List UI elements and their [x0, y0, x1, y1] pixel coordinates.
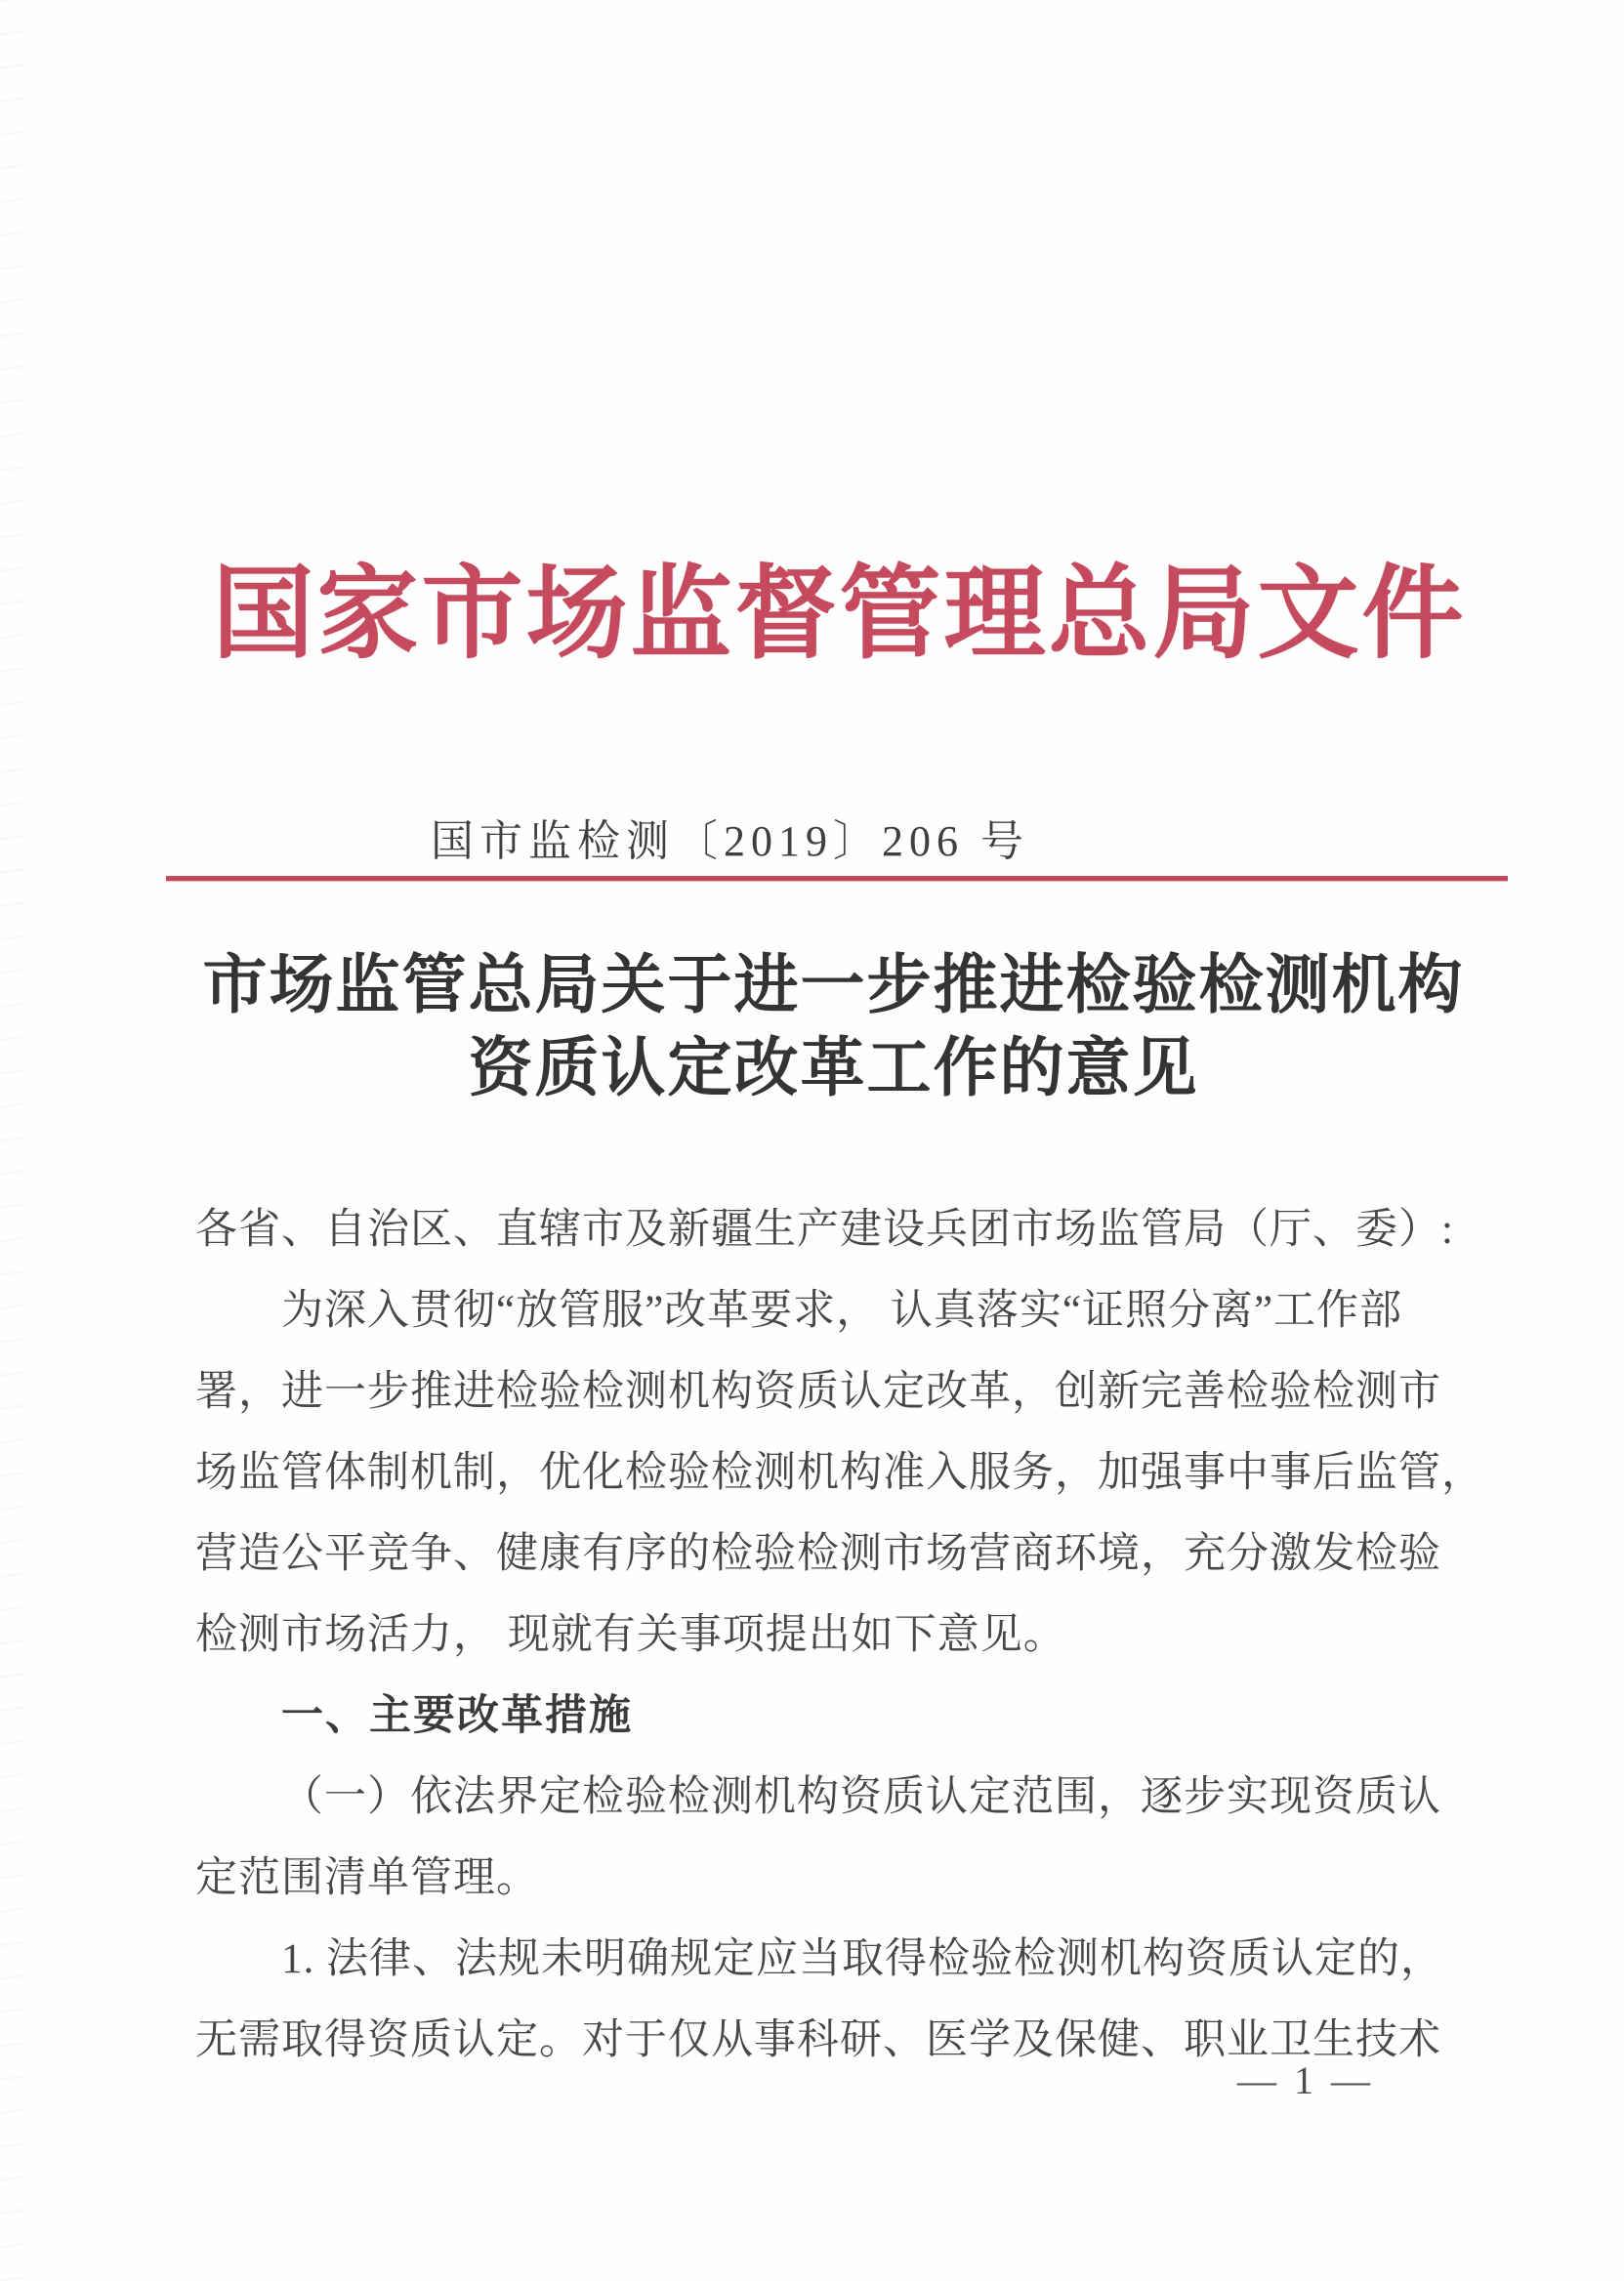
scan-edge-noise [0, 0, 25, 2281]
body-line: 场监管体制机制，优化检验检测机构准入服务，加强事中事后监管， [195, 1450, 1484, 1496]
letterhead-title: 国家市场监督管理总局文件 [212, 559, 1467, 671]
body-line: 署，进一步推进检验检测机构资质认定改革，创新完善检验检测市 [195, 1369, 1441, 1415]
body-line: 1. 法律、法规未明确规定应当取得检验检测机构资质认定的， [281, 1936, 1443, 1982]
section-heading: 一、主要改革措施 [281, 1692, 633, 1739]
document-number: 国市监检测〔2019〕206 号 [431, 817, 1029, 865]
body-line: （一）依法界定检验检测机构资质认定范围，逐步实现资质认 [281, 1774, 1441, 1820]
body-line: 营造公平竞争、健康有序的检验检测市场营商环境，充分激发检验 [195, 1531, 1441, 1577]
body-line: 定范围清单管理。 [195, 1855, 539, 1901]
body-line-salutation: 各省、自治区、直辖市及新疆生产建设兵团市场监管局（厅、委）: [195, 1207, 1454, 1253]
document-title-line2: 资质认定改革工作的意见 [468, 1031, 1199, 1103]
body-line: 为深入贯彻“放管服”改革要求， 认真落实“证照分离”工作部 [281, 1288, 1403, 1334]
letterhead-divider-line [166, 876, 1508, 881]
page-number: — 1 — [1237, 2058, 1374, 2102]
document-body [195, 1189, 1484, 2081]
body-line: 无需取得资质认定。对于仅从事科研、医学及保健、职业卫生技术 [195, 2017, 1441, 2063]
document-title-line1: 市场监管总局关于进一步推进检验检测机构 [202, 948, 1465, 1020]
body-line: 检测市场活力， 现就有关事项提出如下意见。 [195, 1612, 1066, 1658]
document-title [21, 943, 1624, 1109]
